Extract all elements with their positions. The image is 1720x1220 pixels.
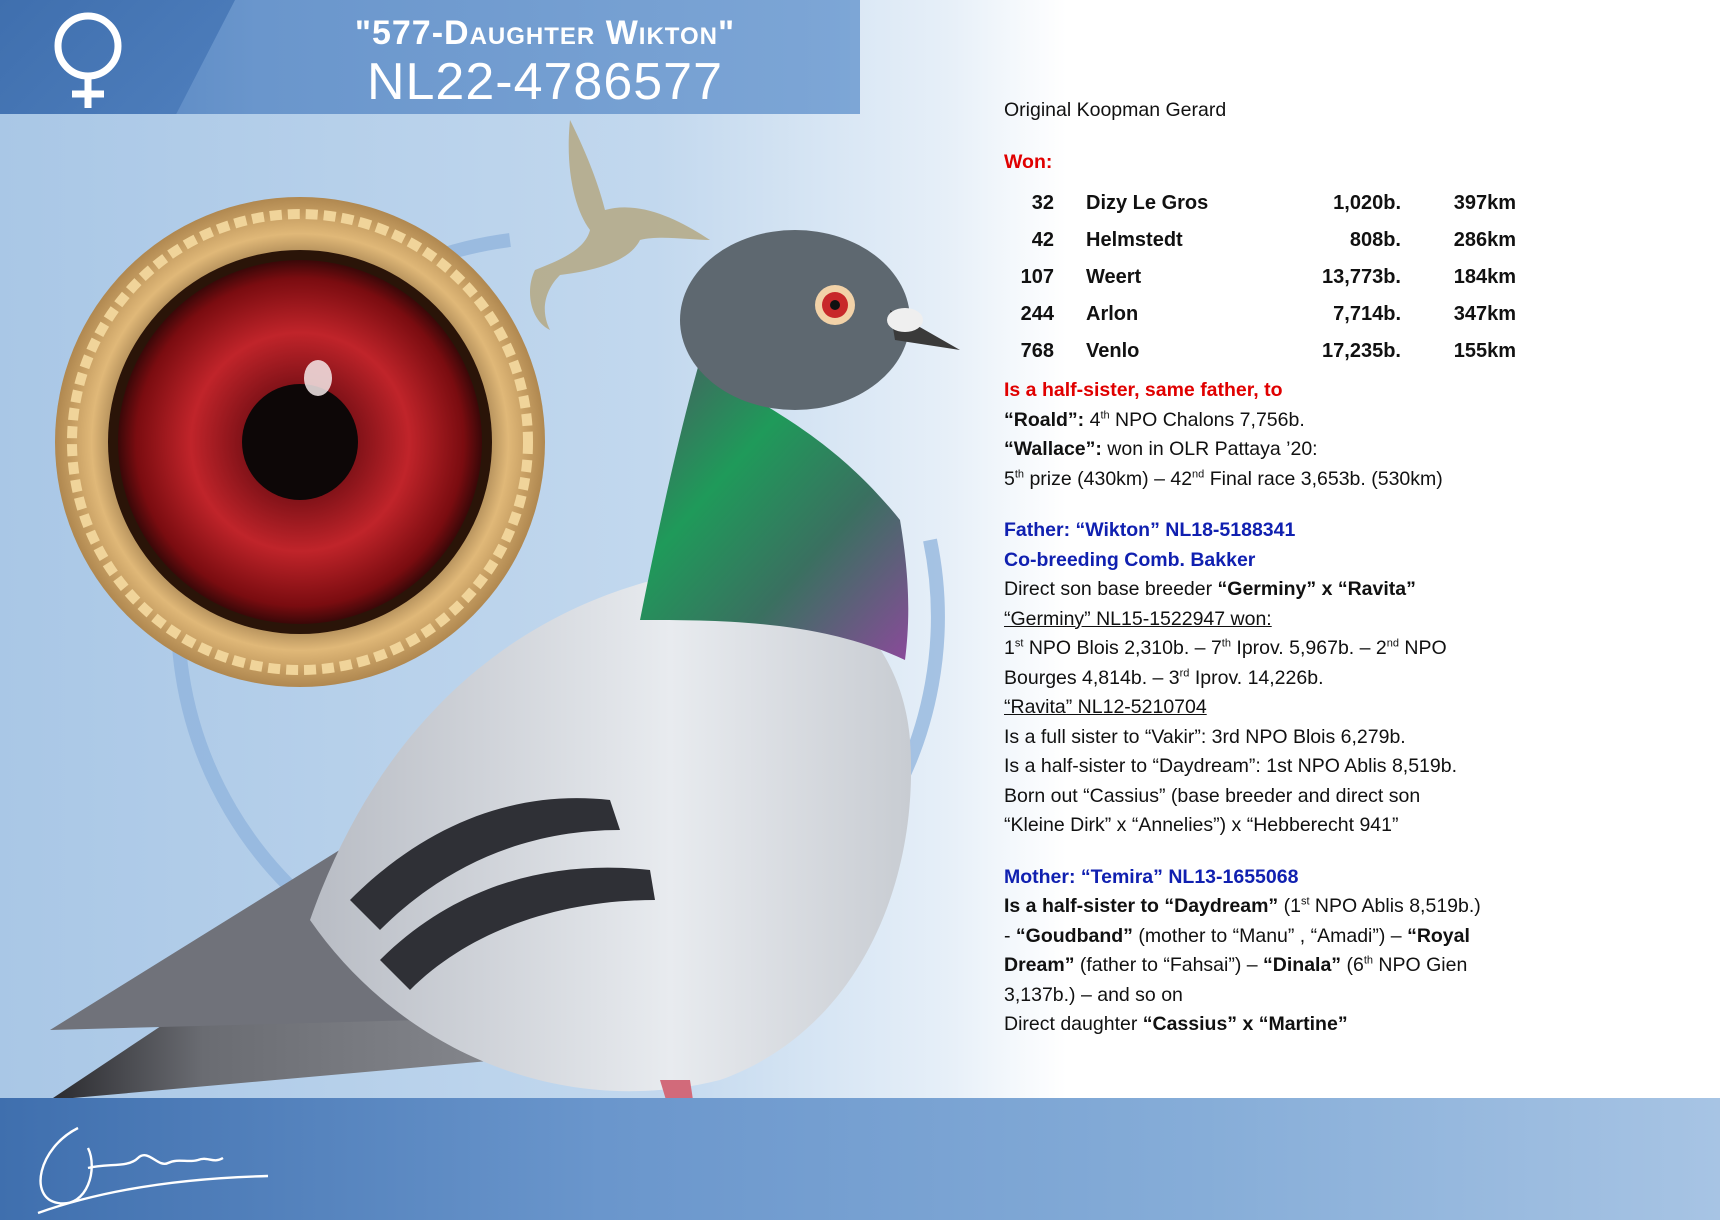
- text: Bourges 4,814b. – 3: [1004, 666, 1180, 689]
- text: prize (430km) – 42: [1024, 467, 1193, 490]
- result-birds: 13,773b.: [1322, 265, 1401, 288]
- pigeon-name: "577-Daughter Wikton": [354, 14, 736, 52]
- result-birds: 17,235b.: [1322, 339, 1401, 362]
- mother-line-5: [1004, 1010, 1564, 1040]
- text: Iprov. 5,967b. – 2: [1230, 637, 1387, 659]
- ordinal: st: [1300, 895, 1310, 908]
- text: “Royal: [1407, 924, 1470, 947]
- text: “Dinala”: [1263, 954, 1342, 976]
- result-race: Weert: [1086, 265, 1142, 288]
- result-place: 42: [1031, 228, 1054, 251]
- result-place: 244: [1020, 302, 1054, 325]
- father-heading: Father: “Wikton” NL18-5188341: [1004, 519, 1296, 541]
- result-race: Arlon: [1086, 302, 1139, 325]
- result-distance: 286km: [1453, 228, 1516, 251]
- text: NPO Chalons 7,756b.: [1109, 408, 1305, 431]
- mother-line-2: [1004, 922, 1564, 952]
- text: Is a half-sister to “Daydream”: [1004, 895, 1279, 917]
- text: 5: [1004, 467, 1015, 490]
- result-race: Venlo: [1086, 339, 1140, 362]
- ordinal: nd: [1192, 468, 1205, 480]
- wallace-line-2: [1004, 465, 1564, 495]
- father-line-1: [1004, 575, 1564, 605]
- text: 1: [1004, 637, 1015, 659]
- result-distance: 155km: [1453, 339, 1516, 362]
- table-row: [1004, 296, 1516, 333]
- result-distance: 347km: [1453, 302, 1516, 325]
- result-distance: 397km: [1453, 191, 1516, 214]
- text: Direct daughter: [1004, 1013, 1143, 1035]
- result-place: 768: [1020, 339, 1054, 362]
- result-race: Dizy Le Gros: [1086, 191, 1209, 214]
- koopman-signature-logo: [18, 1108, 278, 1218]
- germiny-line-2: [1004, 664, 1564, 694]
- female-symbol-icon: [42, 8, 134, 110]
- ravita-line-2: Is a half-sister to “Daydream”: 1st NPO Ablis 8,519b.: [1004, 755, 1458, 777]
- text: NPO Blois 2,310b. – 7: [1023, 637, 1222, 659]
- mother-heading: Mother: “Temira” NL13-1655068: [1004, 865, 1299, 888]
- pigeon-illustration: [0, 100, 1000, 1200]
- ordinal: rd: [1179, 667, 1190, 679]
- ordinal: nd: [1386, 637, 1399, 650]
- germiny-link: “Germiny” NL15-1522947 won:: [1004, 607, 1272, 630]
- text: Dream”: [1004, 954, 1075, 976]
- origin-line: Original Koopman Gerard: [1004, 99, 1227, 121]
- text: won in OLR Pattaya ’20:: [1101, 438, 1318, 460]
- table-row: [1004, 185, 1516, 222]
- text: (6: [1341, 954, 1364, 976]
- results-table: [1004, 185, 1516, 370]
- text: “Germiny” x “Ravita”: [1217, 578, 1416, 600]
- text: Iprov. 14,226b.: [1189, 666, 1324, 689]
- text: NPO Ablis 8,519b.): [1309, 895, 1481, 917]
- text: Direct son base breeder: [1004, 578, 1218, 600]
- germiny-line-1: [1004, 634, 1564, 664]
- ordinal: st: [1014, 637, 1024, 650]
- ordinal: th: [1363, 954, 1374, 967]
- ordinal: th: [1221, 637, 1231, 650]
- text: NPO Gien: [1373, 954, 1468, 976]
- text: -: [1004, 924, 1016, 947]
- father-subheading: Co-breeding Comb. Bakker: [1004, 548, 1256, 571]
- text: 4: [1084, 408, 1101, 431]
- table-row: [1004, 333, 1516, 370]
- text: Final race 3,653b. (530km): [1204, 467, 1443, 490]
- result-birds: 808b.: [1349, 228, 1401, 251]
- ravita-line-3: Born out “Cassius” (base breeder and direct son: [1004, 784, 1421, 807]
- ravita-line-4: “Kleine Dirk” x “Annelies”) x “Hebberecht 941”: [1004, 814, 1399, 836]
- won-heading: Won:: [1004, 150, 1053, 173]
- table-row: [1004, 259, 1516, 296]
- result-race: Helmstedt: [1086, 228, 1183, 251]
- ring-number: NL22-4786577: [366, 53, 724, 111]
- eye-closeup: [55, 197, 545, 687]
- text: “Cassius” x “Martine”: [1142, 1013, 1348, 1035]
- result-place: 32: [1031, 191, 1054, 214]
- mother-line-1: [1004, 892, 1564, 922]
- ordinal: th: [1100, 409, 1110, 421]
- result-birds: 1,020b.: [1333, 191, 1401, 214]
- result-place: 107: [1020, 265, 1054, 288]
- result-birds: 7,714b.: [1333, 302, 1401, 325]
- ordinal: th: [1014, 468, 1025, 480]
- ravita-link: “Ravita” NL12-5210704: [1004, 696, 1207, 718]
- pedigree-text: [1004, 96, 1564, 1040]
- half-sister-heading: Is a half-sister, same father, to: [1004, 379, 1283, 401]
- text: (mother to “Manu” , “Amadi”) –: [1132, 924, 1408, 947]
- wallace-line: [1004, 435, 1564, 465]
- mother-line-3: [1004, 951, 1564, 981]
- result-distance: 184km: [1453, 265, 1516, 288]
- text: (1: [1278, 895, 1301, 917]
- ravita-line-1: Is a full sister to “Vakir”: 3rd NPO Blois 6,279b.: [1004, 725, 1406, 748]
- text: “Goudband”: [1015, 924, 1133, 947]
- mother-line-4: 3,137b.) – and so on: [1004, 983, 1183, 1006]
- table-row: [1004, 222, 1516, 259]
- wallace-name: “Wallace”:: [1004, 438, 1102, 460]
- text: NPO: [1398, 637, 1447, 659]
- text: (father to “Fahsai”) –: [1074, 954, 1264, 976]
- roald-line: [1004, 406, 1564, 436]
- header-banner: [0, 0, 860, 114]
- roald-name: “Roald”:: [1004, 408, 1085, 431]
